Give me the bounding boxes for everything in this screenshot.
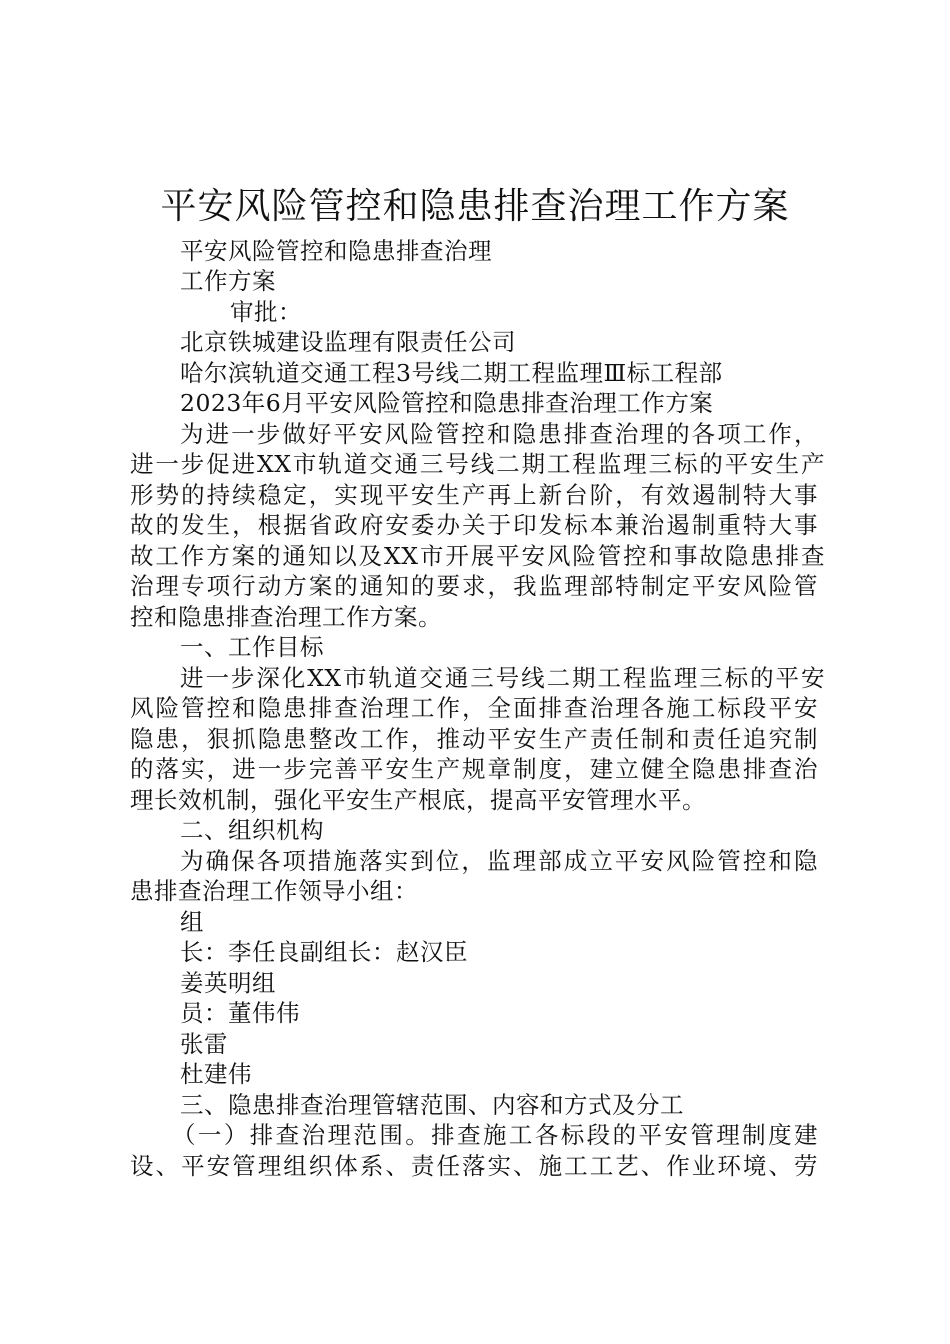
member-line: 组 — [180, 908, 204, 936]
member-line: 姜英明组 — [180, 969, 276, 997]
goal-line: 的落实，进一步完善平安生产规章制度，建立健全隐患排查治 — [130, 755, 818, 783]
intro-line: 故工作方案的通知以及XX市开展平安风险管控和事故隐患排查 — [130, 542, 825, 570]
department-name: 哈尔滨轨道交通工程3号线二期工程监理Ⅲ标工程部 — [180, 359, 723, 387]
section-heading-scope: 三、隐患排查治理管辖范围、内容和方式及分工 — [180, 1091, 684, 1119]
goal-line: 理长效机制，强化平安生产根底，提高平安管理水平。 — [130, 786, 706, 814]
goal-line: 进一步深化XX市轨道交通三号线二期工程监理三标的平安 — [180, 664, 825, 692]
member-line: 长：李任良副组长：赵汉臣 — [180, 938, 468, 966]
organization-line: 患排查治理工作领导小组： — [130, 877, 418, 905]
organization-line: 为确保各项措施落实到位，监理部成立平安风险管控和隐 — [180, 847, 818, 875]
goal-line: 风险管控和隐患排查治理工作，全面排查治理各施工标段平安 — [130, 694, 818, 722]
intro-line: 故的发生，根据省政府安委办关于印发标本兼治遏制重特大事 — [130, 511, 818, 539]
member-line: 员：董伟伟 — [180, 999, 300, 1027]
member-line: 杜建伟 — [180, 1060, 252, 1088]
intro-line: 进一步促进XX市轨道交通三号线二期工程监理三标的平安生产 — [130, 450, 825, 478]
intro-line: 形势的持续稳定，实现平安生产再上新台阶，有效遏制特大事 — [130, 481, 818, 509]
date-title: 2023年6月平安风险管控和隐患排查治理工作方案 — [180, 389, 714, 417]
scope-line: 设、平安管理组织体系、责任落实、施工工艺、作业环境、劳 — [130, 1152, 818, 1180]
section-heading-organization: 二、组织机构 — [180, 816, 324, 844]
document-title: 平安风险管控和隐患排查治理工作方案 — [160, 186, 790, 227]
goal-line: 隐患，狠抓隐患整改工作，推动平安生产责任制和责任追究制 — [130, 725, 818, 753]
intro-line: 治理专项行动方案的通知的要求，我监理部特制定平安风险管 — [130, 572, 818, 600]
member-line: 张雷 — [180, 1030, 228, 1058]
company-name: 北京铁城建设监理有限责任公司 — [180, 328, 516, 356]
intro-line: 为进一步做好平安风险管控和隐患排查治理的各项工作， — [180, 420, 818, 448]
section-heading-goal: 一、工作目标 — [180, 633, 324, 661]
scope-line: （一）排查治理范围。排查施工各标段的平安管理制度建 — [172, 1121, 818, 1149]
approval-label: 审批： — [230, 298, 302, 326]
intro-line: 控和隐患排查治理工作方案。 — [130, 603, 442, 631]
subtitle-line-2: 工作方案 — [180, 267, 276, 295]
subtitle-line-1: 平安风险管控和隐患排查治理 — [180, 237, 492, 265]
